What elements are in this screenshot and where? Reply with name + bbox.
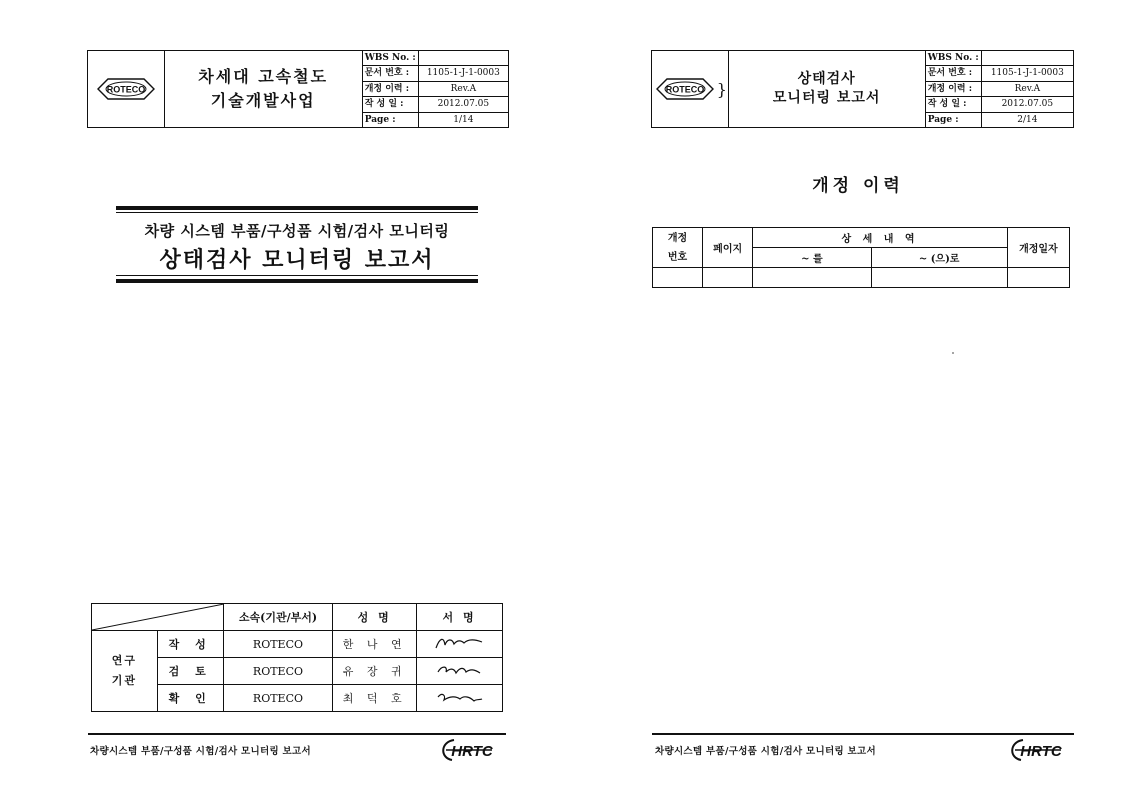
roteco-logo: ROTECO } [652,51,729,127]
empty-cell [653,268,703,288]
empty-cell [871,268,1007,288]
header-meta [363,51,508,127]
svg-text:HRTC: HRTC [451,743,493,760]
meta-row-page: Page : 1/14 [363,113,508,127]
title-rule-top-thin [116,212,478,213]
role-reviewer: 검 토 [157,658,223,685]
col-page: 페이지 [703,228,753,268]
scan-speck [952,352,954,354]
col-revision-number: 개정 번호 [653,228,703,268]
title-rule-top [116,206,478,210]
header-title-line1: 상태검사 [797,71,856,87]
hrtc-logo-icon [1007,734,1067,766]
role-approver: 확 인 [157,685,223,712]
document-subtitle: 차량 시스템 부품/구성품 시험/검사 모니터링 [144,222,450,240]
document-page-2 [572,0,1144,800]
meta-row-revision: 개정 이력 : Rev.A [926,82,1073,97]
header-organization: 소속(기관/부서) [223,604,333,631]
revision-empty-row [653,268,1070,288]
signature-cell [417,658,503,685]
svg-text:ROTECO: ROTECO [665,84,704,95]
hrtc-logo [1007,734,1067,770]
document-title: 상태검사 모니터링 보고서 [159,248,435,273]
col-from: ~ 를 [753,248,871,268]
org-cell: ROTECO [223,631,333,658]
roteco-logo [88,51,165,127]
meta-row-wbs: WBS No. : [926,51,1073,66]
revision-header-row [653,228,1070,248]
col-revision-date: 개정일자 [1007,228,1069,268]
header-title-line2: 기술개발사업 [210,91,316,110]
meta-row-wbs: WBS No. : [363,51,508,66]
meta-row-date: 작 성 일 : 2012.07.05 [926,97,1073,112]
handwritten-signature-icon [430,633,490,653]
empty-cell [753,268,871,288]
signature-header-row [92,604,503,631]
revision-history-table [652,227,1070,288]
meta-row-revision: 개정 이력 : Rev.A [363,82,508,97]
org-cell: ROTECO [223,658,333,685]
header-name: 성 명 [333,604,417,631]
col-to: ~ (으)로 [871,248,1007,268]
meta-row-date: 작 성 일 : 2012.07.05 [363,97,508,112]
signature-cell [417,631,503,658]
name-cell: 유 장 귀 [333,658,417,685]
col-detail: 상 세 내 역 [753,228,1008,248]
diagonal-line-icon [92,604,224,630]
roteco-logo-icon [653,76,717,102]
header-title [165,51,363,127]
footer-text: 차량시스템 부품/구성품 시험/검사 모니터링 보고서 [655,746,876,757]
roteco-logo-icon [94,76,158,102]
document-header [651,50,1074,128]
title-rule-bottom [116,279,478,283]
meta-row-doc-no: 문서 번호 : 1105-1-J-1-0003 [926,66,1073,81]
header-signature: 서 명 [417,604,503,631]
empty-cell [703,268,753,288]
signature-row [92,631,503,658]
handwritten-signature-icon [430,660,490,680]
hrtc-logo-icon [438,734,498,766]
revision-history-title: 개정 이력 [812,176,904,196]
hrtc-logo [438,734,498,770]
handwritten-signature-icon [430,687,490,707]
org-cell: ROTECO [223,685,333,712]
svg-text:ROTECO: ROTECO [106,84,146,95]
research-institute-label: 연구 기관 [92,631,158,712]
meta-row-doc-no: 문서 번호 : 1105-1-J-1-0003 [363,66,508,81]
empty-cell [1007,268,1069,288]
footer-text: 차량시스템 부품/구성품 시험/검사 모니터링 보고서 [90,746,311,757]
header-title [729,51,926,127]
header-title-line2: 모니터링 보고서 [772,90,881,106]
signature-corner-cell [92,604,224,631]
name-cell: 한 나 연 [333,631,417,658]
role-author: 작 성 [157,631,223,658]
header-title-line1: 차세대 고속철도 [198,67,329,86]
title-rule-bottom-thin [116,275,478,276]
document-header [87,50,509,128]
meta-row-page: Page : 2/14 [926,113,1073,127]
signature-table [91,603,503,712]
header-meta [926,51,1073,127]
signature-cell [417,685,503,712]
name-cell: 최 덕 호 [333,685,417,712]
svg-text:HRTC: HRTC [1020,743,1062,760]
